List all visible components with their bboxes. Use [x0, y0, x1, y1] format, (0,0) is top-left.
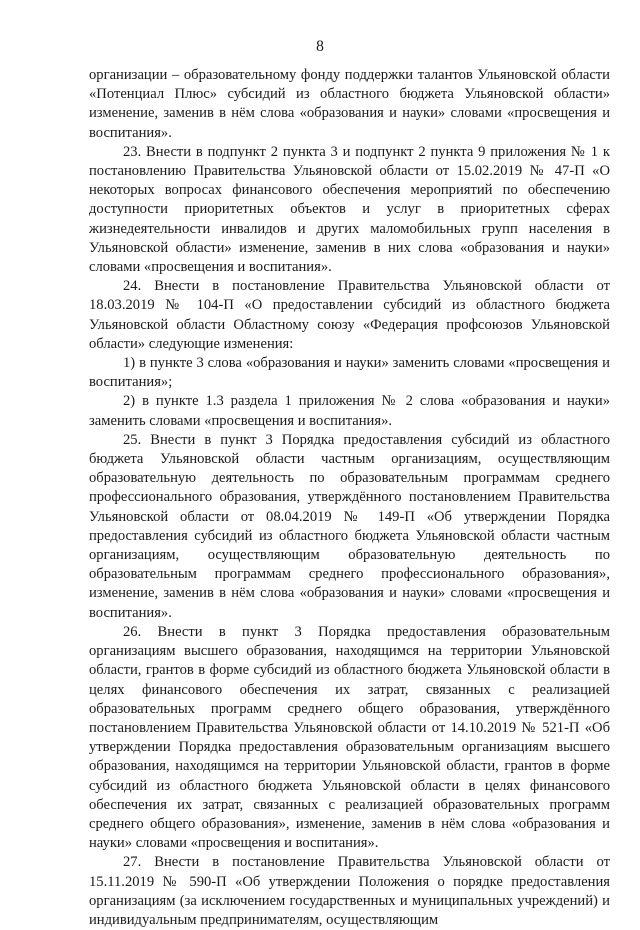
- page-number: 8: [316, 38, 324, 55]
- paragraph-item-23: 23. Внести в подпункт 2 пункта 3 и подпункт 2 пункта 9 приложения № 1 к постановлению Правительства Ульяновской области от 15.02.2019 № 47-П «О некоторых вопросах финансового обеспечения мероприятий по обеспечению доступности приоритетных объектов и услуг в приоритетных сферах жизнедеятельности инвалидов и других маломобильных групп населения в Ульяновской области» изменение, заменив в них слова «образования и науки» словами «просвещения и воспитания».: [89, 143, 610, 276]
- paragraph-subitem-24-2: 2) в пункте 1.3 раздела 1 приложения № 2 слова «образования и науки» заменить словами «просвещения и воспитания».: [89, 393, 610, 429]
- paragraph-item-26: 26. Внести в пункт 3 Порядка предоставления образовательным организациям высшего образования, находящимся на территории Ульяновской области, грантов в форме субсидий из областного бюджета Ульяновской области в целях финансового обеспечения их затрат, связанных с реализацией образовательных программ среднего общего образования, утверждённого постановлением Правительства Ульяновской области от 14.10.2019 № 521-П «Об утверждении Порядка предоставления образовательным организациям высшего образования, находящимся на территории Ульяновской области, грантов в форме субсидий из областного бюджета Ульяновской области в целях финансового обеспечения их затрат, связанных с реализацией образовательных программ среднего общего образования», изменение, заменив в нём слова «образования и науки» словами «просвещения и воспитания».: [89, 623, 610, 852]
- paragraph-item-25: 25. Внести в пункт 3 Порядка предоставления субсидий из областного бюджета Ульяновской области частным организациям, осуществляющим образовательную деятельность по образовательным программам среднего профессионального образования, утверждённого постановлением Правительства Ульяновской области от 08.04.2019 № 149-П «Об утверждении Порядка предоставления субсидий из областного бюджета Ульяновской области частным организациям, осуществляющим образовательную деятельность по образовательным программам среднего профессионального образования», изменение, заменив в нём слова «образования и науки» словами «просвещения и воспитания».: [89, 431, 610, 621]
- paragraph-continuation: организации – образовательному фонду поддержки талантов Ульяновской области «Потенциал Плюс» субсидий из областного бюджета Ульяновской области» изменение, заменив в нём слова «образования и науки» словами «просвещения и воспитания».: [89, 67, 610, 141]
- paragraph-item-27: 27. Внести в постановление Правительства Ульяновской области от 15.11.2019 № 590-П «Об утверждении Положения о порядке предоставления организациям (за исключением государственных и муниципальных учреждений) и индивидуальным предпринимателям, осуществляющим: [89, 854, 610, 928]
- document-body: [89, 66, 610, 930]
- paragraph-subitem-24-1: 1) в пункте 3 слова «образования и науки» заменить словами «просвещения и воспитания»;: [89, 355, 610, 391]
- paragraph-item-24: 24. Внести в постановление Правительства Ульяновской области от 18.03.2019 № 104-П «О предоставлении субсидий из областного бюджета Ульяновской области Областному союзу «Федерация профсоюзов Ульяновской области» следующие изменения:: [89, 278, 610, 352]
